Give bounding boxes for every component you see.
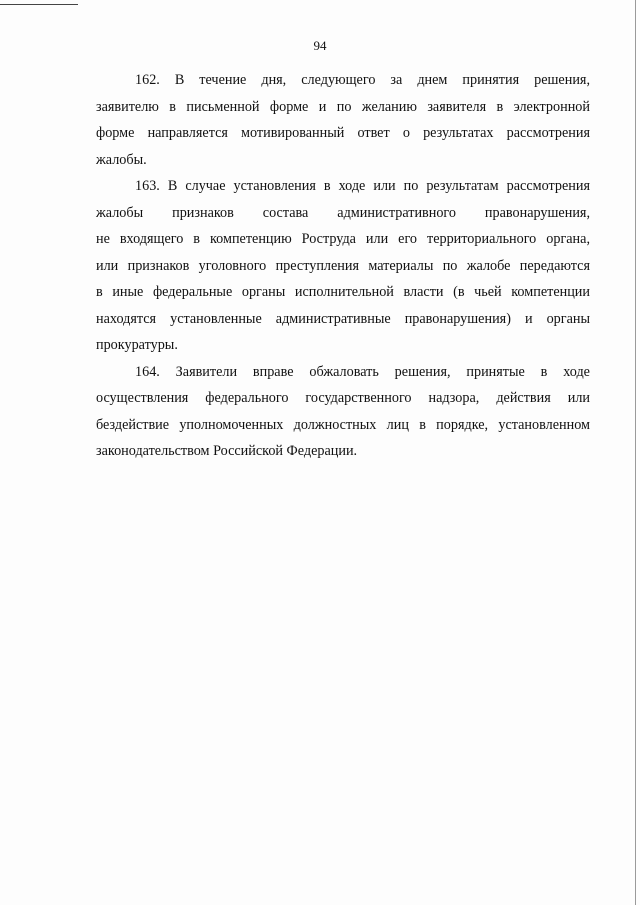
paragraph-line: заявителю в письменной форме и по желанию заявителя в электронной <box>96 98 590 115</box>
paragraph-line: осуществления федерального государственного надзора, действия или <box>96 390 590 406</box>
paragraph-line: 163. В случае установления в ходе или по результатам рассмотрения <box>135 178 590 194</box>
paragraph-line: жалобы признаков состава административного правонарушения, <box>96 204 590 221</box>
paragraph-line: находятся установленные административные правонарушения) и органы <box>96 310 590 327</box>
paragraph-line: 164. Заявители вправе обжаловать решения, принятые в ходе <box>135 363 590 380</box>
document-body <box>96 60 590 465</box>
paragraph-line: форме направляется мотивированный ответ о результатах рассмотрения <box>96 125 590 141</box>
paragraph-line: 162. В течение дня, следующего за днем принятия решения, <box>135 72 590 88</box>
paragraph-line: жалобы. <box>96 151 147 168</box>
paragraph-line: прокуратуры. <box>96 337 178 353</box>
paragraph-line: законодательством Российской Федерации. <box>96 443 358 459</box>
paragraph-164 <box>96 359 590 465</box>
paragraph-line: или признаков уголовного преступления материалы по жалобе передаются <box>96 257 590 274</box>
paragraph-line: бездействие уполномоченных должностных лиц в порядке, установленном <box>96 416 590 433</box>
page-number: 94 <box>313 38 327 53</box>
paragraph-line: в иные федеральные органы исполнительной власти (в чьей компетенции <box>96 284 590 300</box>
paragraph-163 <box>96 173 590 359</box>
paragraph-162 <box>96 67 590 173</box>
scan-edge-line <box>635 0 636 905</box>
paragraph-line: не входящего в компетенцию Роструда или его территориального органа, <box>96 231 590 247</box>
scan-edge-mark <box>0 4 78 5</box>
